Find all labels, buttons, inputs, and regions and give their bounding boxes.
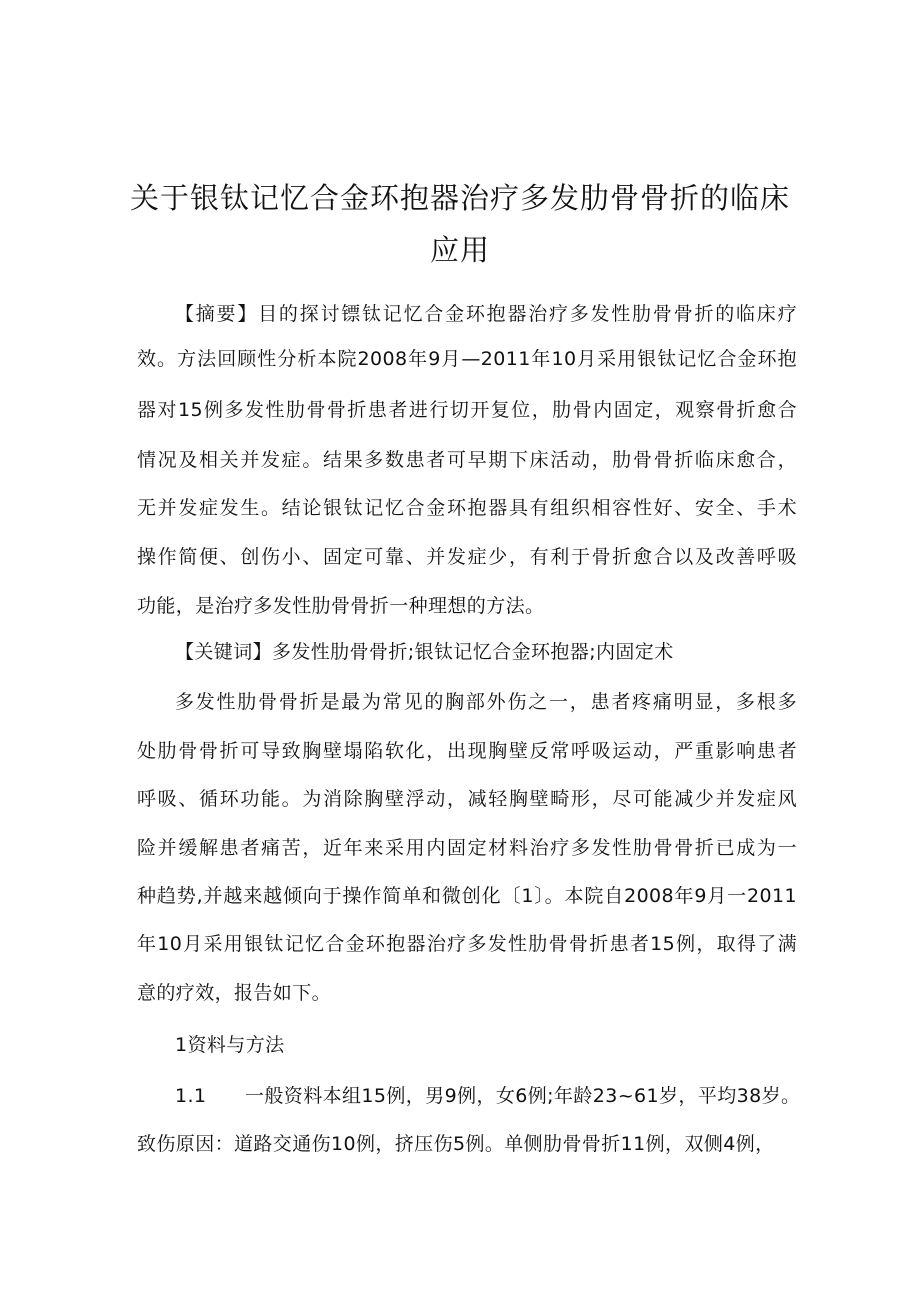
intro-line: 意的疗效，报告如下。 [137, 982, 332, 1004]
intro-line: 多发性肋骨骨折是最为常见的胸部外伤之一，患者疼痛明显，多根多 [175, 691, 797, 713]
abstract-line: 情况及相关并发症。结果多数患者可早期下床活动，肋骨骨折临床愈合， [137, 449, 797, 471]
abstract-line: 操作简便、创伤小、固定可靠、并发症少，有利于骨折愈合以及改善呼吸 [137, 546, 797, 568]
intro-line: 险并缓解患者痛苦，近年来采用内固定材料治疗多发性肋骨骨折已成为一 [137, 837, 797, 859]
intro-line: 处肋骨骨折可导致胸壁塌陷软化，出现胸壁反常呼吸运动，严重影响患者 [137, 740, 797, 762]
abstract-line: 效。方法回顾性分析本院2008年9月—2011年10月采用银钛记忆合金环抱 [137, 348, 797, 370]
section-1-1-text: 一般资料本组15例，男9例，女6例;年龄23~61岁，平均38岁。 [245, 1085, 801, 1107]
abstract-line: 【摘要】目的探讨镖钛记忆合金环抱器治疗多发性肋骨骨折的临床疗 [175, 303, 797, 325]
section-number: 1.1 [175, 1085, 207, 1107]
section-1-1-line-2: 致伤原因：道路交通伤10例，挤压伤5例。单侧肋骨骨折11例，双侧4例， [137, 1133, 775, 1155]
section-heading: 1资料与方法 [175, 1034, 285, 1056]
intro-line: 呼吸、循环功能。为消除胸壁浮动，减轻胸壁畸形，尽可能减少并发症风 [137, 788, 797, 810]
abstract-line: 功能，是治疗多发性肋骨骨折一种理想的方法。 [137, 595, 545, 617]
document-title-line-2: 应用 [429, 233, 490, 267]
abstract-line: 器对15例多发性肋骨骨折患者进行切开复位，肋骨内固定，观察骨折愈合 [137, 399, 797, 421]
abstract-line: 无并发症发生。结论银钛记忆合金环抱器具有组织相容性好、安全、手术 [137, 497, 797, 519]
section-1-1-line [175, 1082, 815, 1110]
intro-line: 年10月采用银钛记忆合金环抱器治疗多发性肋骨骨折患者15例，取得了满 [137, 933, 797, 955]
intro-line: 种趋势,并越来越倾向于操作简单和微创化〔1〕。本院自2008年9月一2011 [137, 885, 797, 907]
keywords-line: 【关键词】多发性肋骨骨折;银钛记忆合金环抱器;内固定术 [175, 641, 674, 663]
document-title-line-1: 关于银钛记忆合金环抱器治疗多发肋骨骨折的临床 [130, 181, 791, 215]
